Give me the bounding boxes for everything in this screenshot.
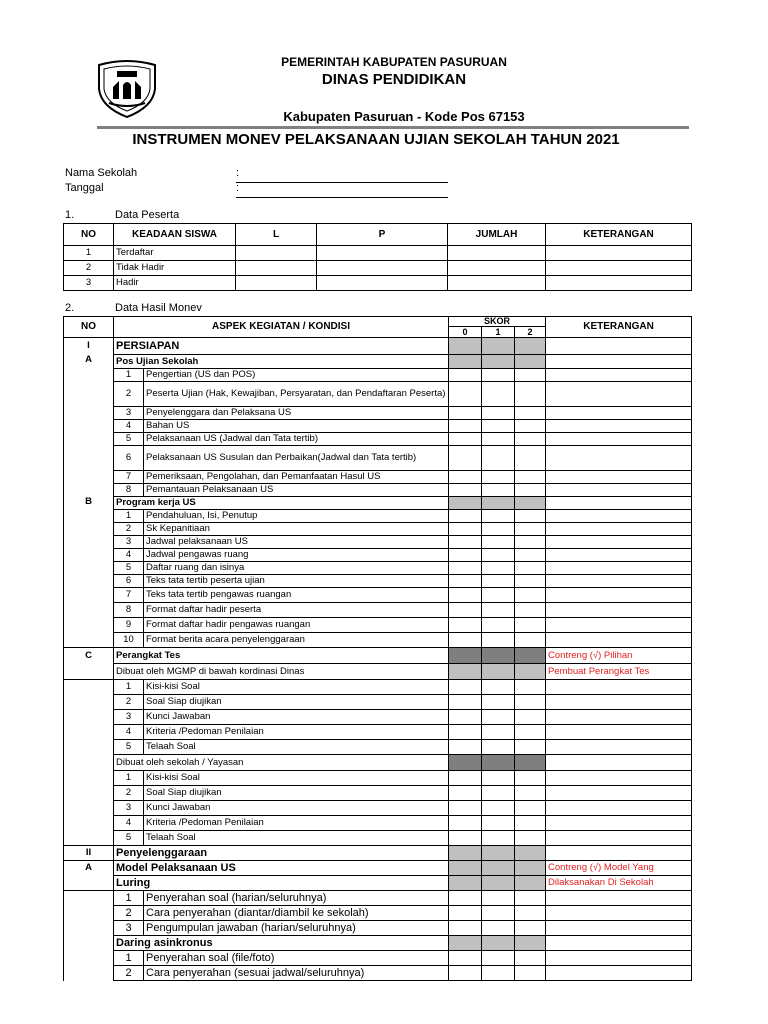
list-item: 4 Kriteria /Pedoman Penilaian [64, 725, 692, 740]
header-p: P [317, 224, 448, 246]
department-name: DINAS PENDIDIKAN [321, 71, 467, 88]
header-no: NO [64, 224, 114, 246]
list-item: 1 Penyerahan soal (harian/seluruhnya) [64, 891, 692, 906]
header-notes: KETERANGAN [546, 317, 692, 338]
header-score: SKOR [449, 317, 546, 327]
document-title: INSTRUMEN MONEV PELAKSANAAN UJIAN SEKOLAH TAHUN 2021 [132, 131, 620, 148]
monev-table [63, 316, 692, 981]
department-address: Kabupaten Pasuruan - Kode Pos 67153 [283, 109, 525, 124]
perangkat-note: Contreng (√) Pilihan [546, 648, 692, 664]
date-label: Tanggal [65, 182, 104, 194]
subsection-row-pos: A Pos Ujian Sekolah [64, 355, 692, 369]
section2-title: Data Hasil Monev [115, 302, 202, 314]
list-item: 1 Kisi-kisi Soal [64, 771, 692, 786]
list-item: 3 Kunci Jawaban [64, 710, 692, 725]
option-row-mgmp: Dibuat oleh MGMP di bawah kordinasi Dinas Pembuat Perangkat Tes [64, 664, 692, 680]
list-item: 7 Pemeriksaan, Pengolahan, dan Pemanfaatan Hasul US [64, 471, 692, 484]
list-item: 8 Format daftar hadir peserta [64, 603, 692, 618]
section1-title: Data Peserta [115, 209, 180, 221]
list-item: 5 Telaah Soal [64, 740, 692, 755]
school-name-line[interactable] [236, 182, 448, 183]
list-item: 6 Teks tata tertib peserta ujian [64, 575, 692, 588]
school-name-label: Nama Sekolah [65, 167, 138, 179]
header-student-status: KEADAAN SISWA [114, 224, 236, 246]
government-name: PEMERINTAH KABUPATEN PASURUAN [281, 55, 507, 69]
list-item: 1 Penyerahan soal (file/foto) [64, 951, 692, 966]
option-row-daring: Daring asinkronus [64, 936, 692, 951]
school-name-colon: : [236, 167, 240, 179]
header-score-0: 0 [449, 327, 482, 338]
list-item: 3 Pengumpulan jawaban (harian/seluruhnya) [64, 921, 692, 936]
list-item: 2 Cara penyerahan (diantar/diambil ke sekolah) [64, 906, 692, 921]
list-item: 3 Kunci Jawaban [64, 801, 692, 816]
header-aspect: ASPEK KEGIATAN / KONDISI [114, 317, 449, 338]
list-item: 2 Cara penyerahan (sesuai jadwal/seluruhnya) [64, 966, 692, 981]
list-item: 4 Jadwal pengawas ruang [64, 549, 692, 562]
monev-table-header [64, 317, 692, 327]
header-score-2: 2 [515, 327, 546, 338]
list-item: 1 Kisi-kisi Soal [64, 680, 692, 695]
list-item: 2 Sk Kepanitiaan [64, 523, 692, 536]
list-item: 7 Teks tata tertib pengawas ruangan [64, 588, 692, 603]
table-row: 1 Terdaftar [64, 246, 692, 261]
list-item: 3 Penyelenggara dan Pelaksana US [64, 407, 692, 420]
participant-table-header [64, 224, 692, 246]
table-row: 3 Hadir [64, 276, 692, 291]
subsection-row-program: B Program kerja US [64, 497, 692, 510]
section-row-persiapan: I PERSIAPAN [64, 338, 692, 355]
list-item: 8 Pemantauan Pelaksanaan US [64, 484, 692, 497]
luring-note: Dilaksanakan Di Sekolah [546, 876, 692, 891]
participant-table [63, 223, 692, 291]
list-item: 2 Peserta Ujian (Hak, Kewajiban, Persyaratan, dan Pendaftaran Peserta) [64, 382, 692, 407]
list-item: 4 Kriteria /Pedoman Penilaian [64, 816, 692, 831]
list-item: 1 Pendahuluan, Isi, Penutup [64, 510, 692, 523]
list-item: 2 Soal Siap diujikan [64, 786, 692, 801]
header-l: L [236, 224, 317, 246]
option-row-luring: Luring Dilaksanakan Di Sekolah [64, 876, 692, 891]
header-total: JUMLAH [448, 224, 546, 246]
date-colon: : [236, 182, 240, 194]
header-no: NO [64, 317, 114, 338]
list-item: 2 Soal Siap diujikan [64, 695, 692, 710]
letterhead-rule [97, 126, 689, 129]
section1-number: 1. [65, 209, 75, 221]
list-item: 1 Pengertian (US dan POS) [64, 369, 692, 382]
subsection-row-model: A Model Pelaksanaan US Contreng (√) Model Yang [64, 861, 692, 876]
list-item: 4 Bahan US [64, 420, 692, 433]
list-item: 9 Format daftar hadir pengawas ruangan [64, 618, 692, 633]
header-score-1: 1 [482, 327, 515, 338]
list-item: 10 Format berita acara penyelenggaraan [64, 633, 692, 648]
header-notes: KETERANGAN [546, 224, 692, 246]
section-row-penyelenggaraan: II Penyelenggaraan [64, 846, 692, 861]
model-note: Contreng (√) Model Yang [546, 861, 692, 876]
option-row-sekolah: Dibuat oleh sekolah / Yayasan [64, 755, 692, 771]
list-item: 5 Daftar ruang dan isinya [64, 562, 692, 575]
list-item: 3 Jadwal pelaksanaan US [64, 536, 692, 549]
list-item: 6 Pelaksanaan US Susulan dan Perbaikan(Jadwal dan Tata tertib) [64, 446, 692, 471]
mgmp-note: Pembuat Perangkat Tes [546, 664, 692, 680]
section2-number: 2. [65, 302, 75, 314]
date-line[interactable] [236, 197, 448, 198]
list-item: 5 Telaah Soal [64, 831, 692, 846]
subsection-row-perangkat: C Perangkat Tes Contreng (√) Pilihan [64, 648, 692, 664]
list-item: 5 Pelaksanaan US (Jadwal dan Tata tertib) [64, 433, 692, 446]
table-row: 2 Tidak Hadir [64, 261, 692, 276]
